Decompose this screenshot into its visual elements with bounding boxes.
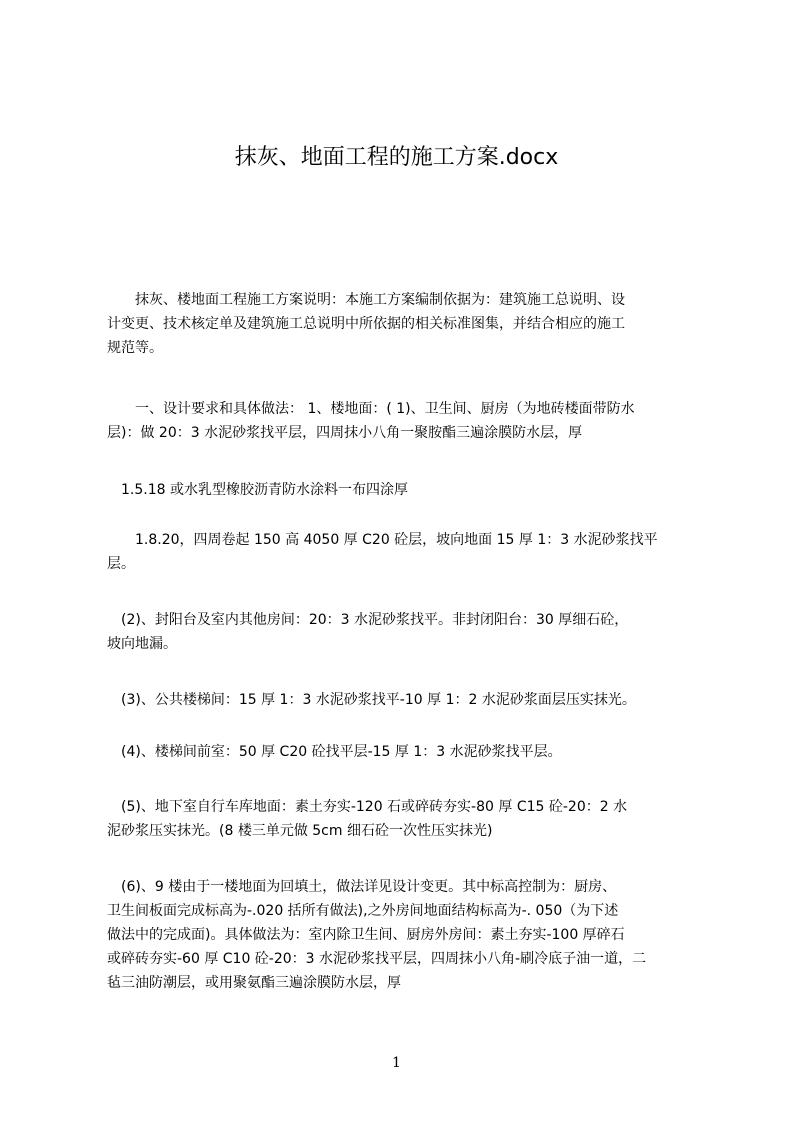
paragraph (107, 478, 701, 502)
text-line: 规范等。 (107, 340, 163, 356)
text-line: 毡三油防潮层，或用聚氨酯三遍涂膜防水层，厚 (107, 975, 401, 991)
text-line: 计变更、技术核定单及建筑施工总说明中所依据的相关标准图集，并结合相应的施工 (107, 316, 625, 332)
text-line: 1.5.18 或水乳型橡胶沥青防水涂料一布四涂厚 (107, 482, 408, 498)
text-line: 泥砂浆压实抹光。(8 楼三单元做 5cm 细石砼一次性压实抹光) (107, 823, 493, 839)
paragraph (107, 397, 701, 445)
text-line: 卫生间板面完成标高为-.020 括所有做法),之外房间地面结构标高为-. 050（为下述 (107, 903, 619, 919)
paragraph (107, 608, 701, 656)
paragraph (107, 688, 701, 712)
paragraph (107, 875, 701, 995)
text-line: (3)、公共楼梯间：15 厚 1：3 水泥砂浆找平-10 厚 1：2 水泥砂浆面层压实抹光。 (107, 692, 636, 708)
document-title: 抹灰、地面工程的施工方案.docx (234, 145, 559, 170)
text-line: 做法中的完成面)。具体做法为：室内除卫生间、厨房外房间：素土夯实-100 厚碎石 (107, 927, 625, 943)
text-line: (2)、封阳台及室内其他房间：20：3 水泥砂浆找平。非封闭阳台：30 厚细石砼， (107, 612, 629, 628)
text-line: 坡向地漏。 (107, 636, 177, 652)
text-line: 一、设计要求和具体做法： 1、楼地面：( 1)、卫生间、厨房（为地砖楼面带防水 (107, 401, 635, 417)
paragraph (107, 740, 701, 764)
text-line: 1.8.20，四周卷起 150 高 4050 厚 C20 砼层，坡向地面 15 厚 1：3 水泥砂浆找平 (107, 532, 658, 548)
text-line: 或碎砖夯实-60 厚 C10 砼-20：3 水泥砂浆找平层，四周抹小八角-刷冷底子油一道，二 (107, 951, 647, 967)
text-line: 层。 (107, 556, 135, 572)
paragraph (107, 528, 701, 576)
text-line: 层)：做 20：3 水泥砂浆找平层，四周抹小八角一聚胺酯三遍涂膜防水层，厚 (107, 425, 583, 441)
text-line: 抹灰、楼地面工程施工方案说明：本施工方案编制依据为：建筑施工总说明、设 (107, 292, 625, 308)
page-number: 1 (392, 1055, 401, 1071)
text-line: (6)、9 楼由于一楼地面为回填土，做法详见设计变更。其中标高控制为：厨房、 (107, 879, 617, 895)
text-line: (5)、地下室自行车库地面：素土夯实-120 石或碎砖夯实-80 厚 C15 砼-20：2 水 (107, 799, 628, 815)
paragraph (107, 795, 701, 843)
text-line: (4)、楼梯间前室：50 厚 C20 砼找平层-15 厚 1：3 水泥砂浆找平层。 (107, 744, 562, 760)
paragraph (107, 288, 701, 360)
